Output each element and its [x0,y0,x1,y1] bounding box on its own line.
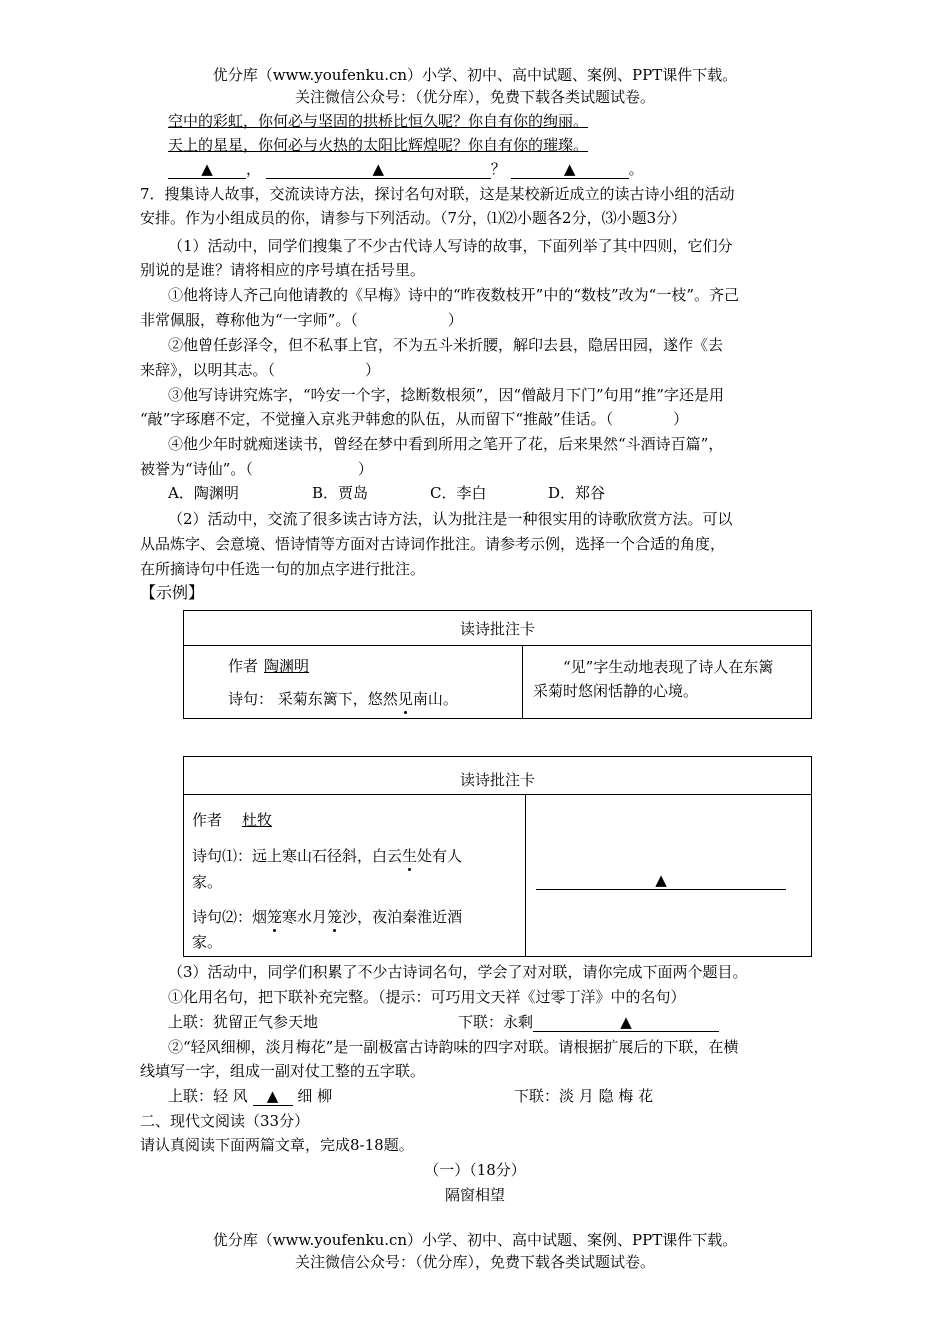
example-label: 【示例】 [140,583,205,602]
poem-row [228,688,458,710]
q7-story-1-a: ①他将诗人齐己向他请教的《早梅》诗中的“昨夜数枝开”中的“数枝”改为“一枝”。齐己 [168,286,740,304]
poem2-text-b: 寒水月 [282,908,328,926]
option-c: C．李白 [430,484,487,502]
couplet-1-blank[interactable]: ▲ [533,1013,719,1032]
option-a: A．陶渊明 [168,484,239,502]
article-title: 隔窗相望 [444,1186,505,1204]
card-right-cell [523,646,811,718]
q6-example-line-1: 空中的彩虹，你何必与坚固的拱桥比恒久呢？你自有你的绚丽。 [168,112,589,130]
footer-line-2: 关注微信公众号：（优分库），免费下载各类试题试卷。 [294,1253,655,1271]
couplet-2-up-row [168,1085,332,1107]
footer-line-1: 优分库（www.youfenku.cn）小学、初中、高中试题、案例、PPT课件下载。 [212,1231,738,1249]
couplet-1-down-row [458,1011,719,1033]
poem1-label: 诗句⑴： [192,847,253,865]
dotted-char: 生 [402,847,418,865]
q7-p1-b: 别说的是谁？请将相应的序号填在括号里。 [140,261,426,279]
note-line-1: “见”字生动地表现了诗人在东篱 [563,658,774,676]
q7-intro-2: 安排。作为小组成员的你，请参与下列活动。（7分，⑴⑵小题各2分，⑶小题3分） [140,209,687,227]
poem1-text-post: 处有人 [417,847,463,865]
poem2-label: 诗句⑵： [192,908,253,926]
q6-end: 。 [628,160,644,178]
card-left-cell [184,646,523,718]
option-d: D．郑谷 [548,484,606,502]
author-row [192,809,298,831]
q7-story-3-a: ③他写诗讲究炼字，“吟安一个字，捻断数根须”，因“僧敲月下门”句用“推”字还是用 [168,386,725,404]
section-2-title: 二、现代文阅读（33分） [140,1112,310,1130]
q7-c1: ①化用名句，把下联补充完整。（提示：可巧用文天祥《过零丁洋》中的名句） [168,988,686,1006]
couplet-2-blank[interactable]: ▲ [253,1087,293,1106]
q6-sep-1: ， [246,160,262,178]
header-line-1: 优分库（www.youfenku.cn）小学、初中、高中试题、案例、PPT课件下载。 [212,66,738,84]
author-row [228,655,329,677]
card-left-cell [184,795,526,956]
card-right-cell [526,795,811,956]
section-2-intro: 请认真阅读下面两篇文章，完成8-18题。 [140,1136,414,1154]
q6-answer-line [168,158,644,180]
q7-story-1-b: 非常佩服，尊称他为“一字师”。（ ） [140,311,463,329]
card-title: 读诗批注卡 [184,611,811,646]
q6-blank-1[interactable]: ▲ [168,160,246,179]
q7-story-2-b: 来辞》，以明其志。（ ） [140,361,381,379]
author-name: 杜牧 [242,811,273,829]
couplet-2-up-post: 细 柳 [297,1087,333,1105]
dotted-char: 见 [397,690,413,708]
couplet-1-up: 上联：犹留正气参天地 [168,1013,319,1031]
author-name: 陶渊明 [264,657,310,675]
couplet-1-down: 下联：永剩 [458,1013,534,1031]
q7-p1-a: （1）活动中，同学们搜集了不少古代诗人写诗的故事，下面列举了其中四则，它们分 [168,237,733,255]
author-label: 作者 [228,657,259,675]
q6-example-line-2: 天上的星星，你何必与火热的太阳比辉煌呢？你自有你的璀璨。 [168,136,589,154]
q7-story-2-a: ②他曾任彭泽令，但不私事上官，不为五斗米折腰，解印去县，隐居田园，遂作《去 [168,336,724,354]
q7-options [168,482,605,504]
poem-label: 诗句： [228,690,274,708]
poem2-row-2: 家。 [192,933,223,951]
poem1-row-2: 家。 [192,873,223,891]
q7-p2-c: 在所摘诗句中任选一句的加点字进行批注。 [140,560,426,578]
couplet-2-up-pre: 上联：轻 风 [168,1087,248,1105]
q7-c2-a: ②“轻风细柳，淡月梅花”是一副极富古诗韵味的四字对联。请根据扩展后的下联，在横 [168,1038,739,1056]
q7-p3: （3）活动中，同学们积累了不少古诗词名句，学会了对对联，请你完成下面两个题目。 [168,963,748,981]
card-title: 读诗批注卡 [184,757,811,795]
note-line-2: 采菊时悠闲恬静的心境。 [533,682,699,700]
q7-story-4-b: 被誉为“诗仙”。（ ） [140,460,373,478]
q6-blank-3[interactable]: ▲ [511,160,629,179]
poem-text-pre: 采菊东篱下，悠然 [277,690,398,708]
option-b: B．贾岛 [312,484,369,502]
q7-story-3-b: “敲”字琢磨不定，不觉撞入京兆尹韩愈的队伍，从而留下“推敲”佳话。（ ） [140,410,689,428]
q7-story-4-a: ④他少年时就痴迷读书，曾经在梦中看到所用之笔开了花，后来果然“斗酒诗百篇”， [168,435,724,453]
q7-p2-a: （2）活动中，交流了很多读古诗方法，认为批注是一种很实用的诗歌欣赏方法。可以 [168,510,733,528]
dotted-char: 笼 [327,908,343,926]
poem2-row [192,906,462,928]
author-label: 作者 [192,811,223,829]
section-2-sub: （一）（18分） [424,1161,526,1179]
q7-p2-b: 从品炼字、会意境、悟诗情等方面对古诗词作批注。请参考示例，选择一个合适的角度， [140,535,726,553]
poem2-text-a: 烟 [252,908,268,926]
example-annotation-card [183,610,812,719]
task-annotation-card [183,756,812,957]
poem1-text-pre: 远上寒山石径斜，白云 [252,847,403,865]
poem-text-post: 南山。 [412,690,458,708]
couplet-2-down: 下联：淡 月 隐 梅 花 [514,1087,654,1105]
q6-blank-2[interactable]: ▲ [266,160,491,179]
poem1-row [192,845,462,867]
header-line-2: 关注微信公众号：（优分库），免费下载各类试题试卷。 [294,88,655,106]
q7-c2-b: 线填写一字，组成一副对仗工整的五字联。 [140,1062,426,1080]
q6-sep-2: ？ [490,160,506,178]
q7-intro-1: 7．搜集诗人故事，交流读诗方法，探讨名句对联，这是某校新近成立的读古诗小组的活动 [140,185,735,203]
dotted-char: 笼 [267,908,283,926]
annotation-answer-line[interactable]: ▲ [536,871,786,890]
poem2-text-c: 沙，夜泊秦淮近酒 [342,908,463,926]
